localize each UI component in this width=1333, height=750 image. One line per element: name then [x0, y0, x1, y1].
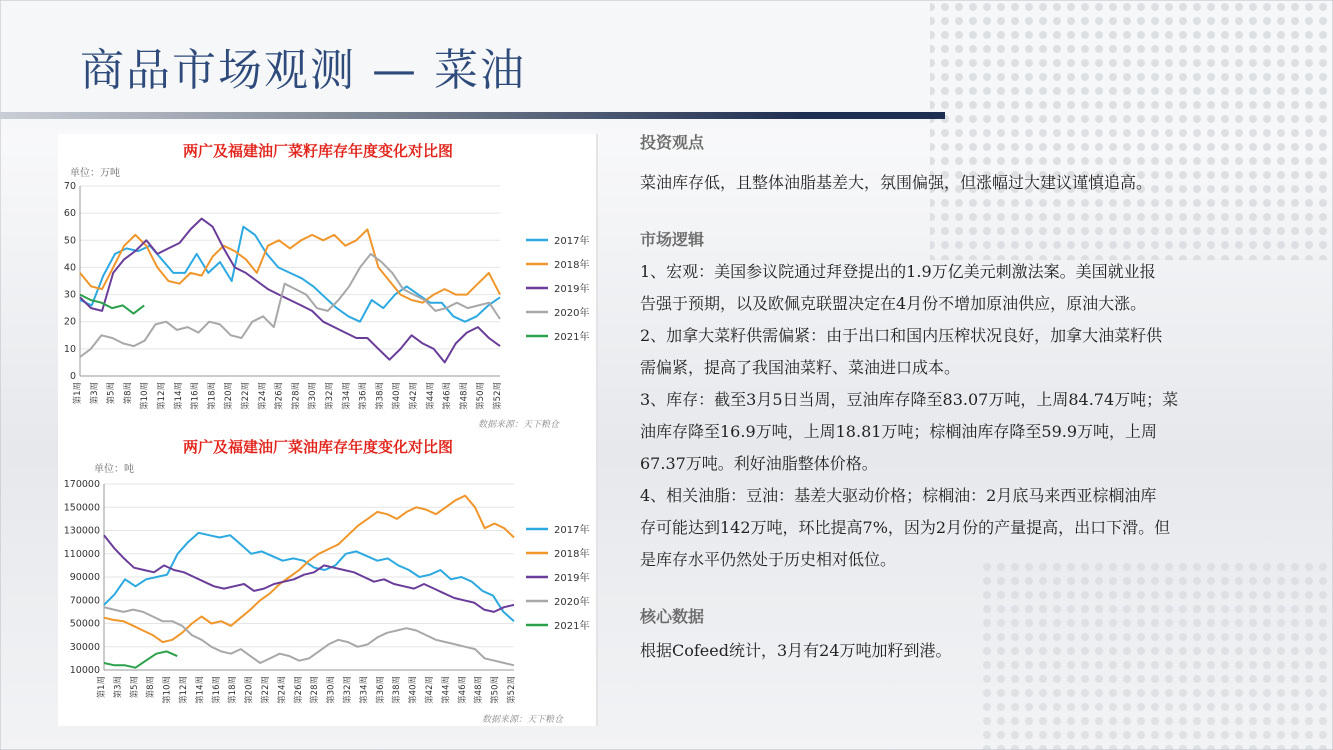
x-tick-label: 第8周 — [123, 382, 134, 405]
x-tick-label: 第30周 — [308, 382, 319, 410]
chart-unit-label: 单位：万吨 — [70, 168, 120, 179]
x-tick-label: 第52周 — [493, 382, 503, 410]
x-tick-label: 第3周 — [113, 676, 124, 699]
legend-label: 2021年 — [554, 621, 590, 632]
x-tick-label: 第48周 — [474, 676, 485, 704]
title-underline-bar — [0, 112, 945, 119]
x-tick-label: 第3周 — [89, 382, 100, 405]
y-tick-label: 40 — [63, 262, 76, 274]
x-tick-label: 第40周 — [392, 382, 403, 410]
chart-unit-label: 单位：吨 — [94, 464, 134, 475]
x-tick-label: 第32周 — [343, 676, 353, 704]
x-tick-label: 第18周 — [207, 382, 218, 410]
x-tick-label: 第14周 — [173, 382, 184, 410]
series-line — [104, 607, 514, 665]
x-tick-label: 第42周 — [409, 382, 419, 410]
x-tick-label: 第16周 — [190, 382, 201, 410]
y-tick-label: 30000 — [69, 641, 100, 653]
x-tick-label: 第52周 — [507, 676, 517, 704]
y-tick-label: 90000 — [69, 572, 100, 583]
x-tick-label: 第20周 — [224, 382, 235, 410]
y-tick-label: 10 — [63, 343, 76, 355]
legend-label: 2019年 — [554, 573, 590, 584]
investment-view-heading: 投资观点 — [640, 133, 705, 152]
x-tick-label: 第5周 — [129, 676, 140, 699]
x-tick-label: 第18周 — [228, 676, 239, 704]
y-tick-label: 110000 — [63, 548, 100, 560]
y-tick-label: 50000 — [69, 618, 100, 630]
y-tick-label: 70000 — [69, 595, 100, 607]
legend-label: 2020年 — [554, 308, 590, 319]
rapeseed-inventory-chart-svg — [58, 134, 598, 434]
y-tick-label: 130000 — [63, 525, 100, 537]
market-logic-heading: 市场逻辑 — [640, 230, 705, 249]
x-tick-label: 第46周 — [442, 382, 453, 410]
x-tick-label: 第44周 — [441, 676, 452, 704]
market-logic-line: 3、库存：截至3月5日当周，豆油库存降至83.07万吨，上周84.74万吨；菜 — [640, 390, 1179, 409]
x-tick-label: 第24周 — [257, 382, 268, 410]
legend-label: 2018年 — [554, 549, 590, 560]
x-tick-label: 第44周 — [425, 382, 436, 410]
market-logic-line: 4、相关油脂：豆油：基差大驱动价格；棕榈油：2月底马来西亚棕榈油库 — [640, 486, 1157, 505]
y-tick-label: 20 — [63, 316, 76, 328]
x-tick-label: 第34周 — [341, 382, 352, 410]
x-tick-label: 第10周 — [140, 382, 151, 410]
market-logic-line: 存可能达到142万吨，环比提高7%，因为2月份的产量提高，出口下滑。但 — [640, 518, 1171, 537]
chart-source-note: 数据来源：天下粮仓 — [482, 715, 564, 725]
x-tick-label: 第5周 — [106, 382, 117, 405]
x-tick-label: 第10周 — [162, 676, 173, 704]
series-line — [104, 651, 177, 667]
x-tick-label: 第1周 — [73, 382, 83, 405]
x-tick-label: 第1周 — [97, 676, 107, 699]
y-tick-label: 10000 — [69, 665, 100, 676]
rapeseed-oil-inventory-chart-svg — [58, 434, 598, 726]
y-tick-label: 150000 — [63, 502, 100, 514]
x-tick-label: 第26周 — [274, 382, 285, 410]
chart-source-note: 数据来源：天下粮仓 — [478, 420, 560, 430]
market-logic-line: 2、加拿大菜籽供需偏紧：由于出口和国内压榨状况良好，加拿大油菜籽供 — [640, 326, 1163, 345]
chart-title: 两广及福建油厂菜油库存年度变化对比图 — [182, 438, 454, 456]
chart-title: 两广及福建油厂菜籽库存年度变化对比图 — [182, 142, 454, 160]
y-tick-label: 50 — [63, 235, 76, 247]
x-tick-label: 第34周 — [359, 676, 370, 704]
legend-label: 2018年 — [554, 260, 590, 271]
x-tick-label: 第12周 — [179, 676, 189, 704]
market-logic-line: 需偏紧，提高了我国油菜籽、菜油进口成本。 — [640, 358, 961, 377]
market-logic-line: 67.37万吨。利好油脂整体价格。 — [640, 454, 878, 473]
slide-title: 商品市场观测 — 菜油 — [80, 45, 526, 96]
x-tick-label: 第48周 — [459, 382, 470, 410]
rapeseed-inventory-chart — [58, 134, 598, 434]
x-tick-label: 第46周 — [457, 676, 468, 704]
x-tick-label: 第14周 — [195, 676, 206, 704]
x-tick-label: 第22周 — [241, 382, 251, 410]
market-logic-line: 油库存降至16.9万吨，上周18.81万吨；棕榈油库存降至59.9万吨，上周 — [640, 422, 1158, 441]
market-logic-line: 告强于预期，以及欧佩克联盟决定在4月份不增加原油供应，原油大涨。 — [640, 294, 1147, 313]
y-tick-label: 30 — [63, 289, 76, 301]
market-logic-line: 是库存水平仍然处于历史相对低位。 — [640, 550, 897, 569]
x-tick-label: 第12周 — [157, 382, 167, 410]
legend-label: 2017年 — [554, 525, 590, 536]
x-tick-label: 第36周 — [358, 382, 369, 410]
x-tick-label: 第38周 — [392, 676, 403, 704]
legend-label: 2020年 — [554, 597, 590, 608]
x-tick-label: 第30周 — [326, 676, 337, 704]
investment-view-text: 菜油库存低，且整体油脂基差大，氛围偏强，但涨幅过大建议谨慎追高。 — [640, 173, 1153, 192]
commentary-panel — [640, 130, 1300, 667]
x-tick-label: 第36周 — [375, 676, 386, 704]
x-tick-label: 第22周 — [261, 676, 271, 704]
x-tick-label: 第28周 — [310, 676, 321, 704]
x-tick-label: 第20周 — [244, 676, 255, 704]
series-line — [104, 496, 514, 642]
y-tick-label: 0 — [69, 371, 76, 382]
x-tick-label: 第38周 — [375, 382, 386, 410]
market-logic-line: 1、宏观：美国参议院通过拜登提出的1.9万亿美元刺激法案。美国就业报 — [640, 262, 1156, 281]
x-tick-label: 第26周 — [293, 676, 304, 704]
y-tick-label: 60 — [63, 208, 76, 220]
x-tick-label: 第8周 — [146, 676, 157, 699]
y-tick-label: 70 — [63, 181, 76, 192]
legend-label: 2021年 — [554, 332, 590, 343]
y-tick-label: 170000 — [63, 479, 100, 490]
x-tick-label: 第40周 — [408, 676, 419, 704]
x-tick-label: 第32周 — [325, 382, 335, 410]
rapeseed-oil-inventory-chart — [58, 434, 598, 726]
x-tick-label: 第42周 — [425, 676, 435, 704]
core-data-text: 根据Cofeed统计，3月有24万吨加籽到港。 — [640, 641, 952, 660]
x-tick-label: 第24周 — [277, 676, 288, 704]
x-tick-label: 第50周 — [490, 676, 501, 704]
core-data-heading: 核心数据 — [640, 607, 705, 626]
x-tick-label: 第50周 — [476, 382, 487, 410]
x-tick-label: 第28周 — [291, 382, 302, 410]
legend-label: 2019年 — [554, 284, 590, 295]
x-tick-label: 第16周 — [211, 676, 222, 704]
legend-label: 2017年 — [554, 236, 590, 247]
